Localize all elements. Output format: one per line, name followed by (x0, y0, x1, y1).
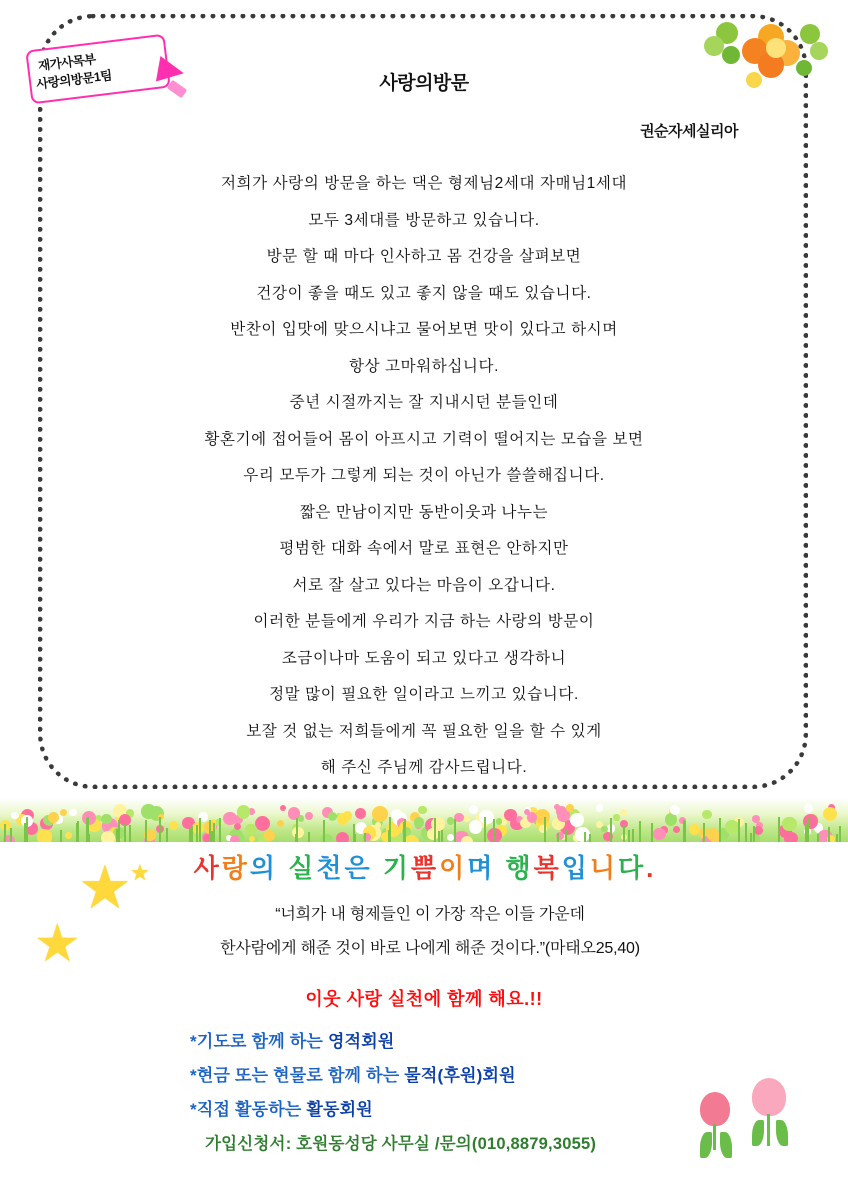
slogan-char (277, 853, 287, 883)
flower-stem-icon (836, 834, 838, 842)
flower-dot-icon (620, 809, 627, 816)
flower-dot-icon (469, 820, 483, 834)
body-line: 조금이나마 도움이 되고 있다고 생각하니 (281, 649, 567, 667)
flower-dot-icon (305, 812, 313, 820)
star-icon: ★ (34, 915, 81, 973)
slogan-char: 의 (249, 853, 276, 883)
flower-dot-icon (596, 804, 603, 811)
flower-dot-icon (320, 834, 334, 842)
flower-stem-icon (828, 827, 830, 842)
slogan-char: . (646, 853, 655, 883)
flower-stem-icon (750, 833, 752, 842)
list-item (190, 1025, 750, 1059)
flower-dot-icon (82, 811, 96, 825)
body-line: 서로 잘 살고 있다는 마음이 오갑니다. (292, 576, 556, 594)
flower-dot-icon (169, 821, 178, 830)
body-line: 짧은 만남이지만 동반이웃과 나누는 (299, 503, 549, 521)
body-line: 평범한 대화 속에서 말로 표현은 안하지만 (279, 540, 569, 557)
flower-dot-icon (245, 824, 256, 835)
flower-stem-icon (484, 817, 486, 842)
flower-stem-icon (565, 830, 567, 842)
flower-stem-icon (778, 817, 780, 842)
body-text (60, 166, 788, 787)
flower-stem-icon (323, 820, 325, 842)
page-title: 사랑의방문 (379, 73, 469, 94)
flower-stem-icon (703, 823, 705, 842)
flower-dot-icon (372, 806, 388, 822)
flower-stem-icon (610, 818, 612, 842)
flower-stem-icon (454, 824, 456, 842)
flower-stem-icon (404, 819, 406, 842)
flower-stem-icon (77, 821, 79, 842)
body-line: 모두 3세대를 방문하고 있습니다. (308, 211, 540, 229)
body-line: 반찬이 입맛에 맞으시냐고 물어보면 맛이 있다고 하시며 (230, 321, 618, 338)
flower-dot-icon (69, 809, 76, 816)
slogan-char: 이 (439, 853, 466, 883)
flower-stem-icon (308, 832, 310, 842)
flower-dot-icon (65, 832, 72, 839)
flower-stem-icon (438, 831, 440, 842)
flower-dot-icon (570, 813, 584, 827)
scripture-quote (90, 898, 770, 966)
member-prefix: *현금 또는 현물로 함께 하는 (190, 1066, 405, 1085)
flower-dot-icon (264, 830, 275, 841)
flower-dot-icon (782, 817, 796, 831)
flower-stem-icon (191, 826, 193, 842)
flower-stem-icon (639, 821, 641, 842)
flower-band-divider (0, 798, 848, 842)
flower-dot-icon (375, 822, 381, 828)
member-highlight: 물적(후원)회원 (404, 1066, 516, 1085)
team-tag-line1: 재가사목부 (37, 52, 97, 74)
slogan-char: 며 (467, 853, 494, 883)
flower-dot-icon (101, 831, 115, 842)
body-line: 보잘 것 없는 저희들에게 꼭 필요한 일을 할 수 있게 (246, 722, 602, 740)
membership-list (190, 1025, 750, 1127)
flower-dot-icon (504, 809, 517, 822)
flower-dot-icon (461, 836, 473, 842)
slogan-char: 사 (193, 853, 220, 883)
flower-stem-icon (364, 833, 366, 842)
slogan-char: 쁨 (410, 853, 438, 883)
flower-dot-icon (725, 820, 739, 834)
flower-stem-icon (60, 830, 62, 842)
body-line: 중년 시절까지는 잘 지내시던 분들인데 (289, 394, 559, 411)
flower-dot-icon (447, 817, 454, 824)
flower-stem-icon (118, 820, 120, 842)
member-highlight: 활동회원 (306, 1100, 373, 1119)
flower-dot-icon (418, 806, 427, 815)
star-icon: ★ (130, 860, 150, 885)
slogan-char (372, 853, 382, 883)
flower-dot-icon (535, 809, 550, 824)
slogan-char (494, 853, 504, 883)
flower-stem-icon (434, 818, 436, 842)
slogan-char: 니 (589, 853, 617, 883)
flower-stem-icon (389, 817, 391, 842)
flower-stem-icon (745, 823, 747, 842)
member-highlight: 영적회원 (327, 1032, 395, 1051)
flower-stem-icon (354, 834, 356, 842)
slogan-char: 행 (505, 853, 532, 883)
flower-stem-icon (719, 833, 721, 842)
flower-stem-icon (129, 825, 131, 842)
flower-stem-icon (166, 828, 168, 842)
body-line: 정말 많이 필요한 일이라고 느끼고 있습니다. (269, 686, 579, 703)
flower-dot-icon (237, 805, 251, 819)
flower-stem-icon (544, 817, 546, 842)
quote-line2: 한사람에게 해준 것이 바로 나에게 해준 것이다.”(마태오25,40) (220, 940, 640, 957)
flower-dot-icon (804, 804, 813, 813)
flower-stem-icon (817, 834, 819, 842)
flower-dot-icon (37, 829, 53, 842)
tulip-icon (700, 1092, 730, 1126)
flower-dot-icon (336, 832, 349, 842)
flower-stem-icon (296, 818, 298, 842)
flower-stem-icon (684, 821, 686, 842)
quote-line1: “너희가 내 형제들인 이 가장 작은 이들 가운데 (275, 906, 585, 923)
flower-stem-icon (738, 819, 740, 842)
body-line: 저희가 사랑의 방문을 하는 댁은 형제님2세대 자매님1세대 (220, 175, 628, 192)
body-line: 방문 할 때 마다 인사하고 몸 건강을 살펴보면 (266, 248, 582, 265)
slogan-char: 기 (382, 853, 409, 883)
body-line: 해 주신 주님께 감사드립니다. (320, 759, 528, 776)
flower-dot-icon (234, 823, 241, 830)
slogan-char: 실 (288, 853, 315, 883)
flower-stem-icon (753, 826, 755, 842)
flower-dot-icon (101, 814, 111, 824)
flower-dot-icon (255, 816, 270, 831)
member-prefix: *기도로 함께 하는 (190, 1032, 328, 1051)
flower-stem-icon (589, 834, 591, 842)
call-to-action-text: 이웃 사랑 실천에 함께 해요.!! (305, 989, 543, 1009)
flower-stem-icon (628, 830, 630, 842)
flower-stem-icon (839, 826, 841, 842)
flower-dot-icon (355, 808, 367, 820)
flower-dot-icon (479, 810, 493, 824)
flower-stem-icon (26, 817, 28, 842)
list-item (190, 1059, 750, 1093)
author-name: 권순자세실리아 (640, 123, 738, 140)
flower-stem-icon (557, 833, 559, 842)
flower-stem-icon (493, 819, 495, 842)
member-prefix: *직접 활동하는 (190, 1100, 307, 1119)
flower-stem-icon (124, 824, 126, 842)
flower-dot-icon (469, 805, 478, 814)
tulip-icon (752, 1078, 786, 1116)
slogan-char: 복 (533, 853, 560, 883)
flower-dot-icon (670, 805, 681, 816)
flower-stem-icon (623, 825, 625, 842)
flower-dot-icon (613, 814, 619, 820)
flower-stem-icon (805, 824, 807, 842)
body-line: 건강이 좋을 때도 있고 좋지 않을 때도 있습니다. (256, 284, 592, 302)
flower-dot-icon (337, 813, 349, 825)
star-icon: ★ (78, 854, 132, 921)
flower-dot-icon (825, 810, 832, 817)
slogan-char: 천 (316, 853, 343, 883)
list-item (190, 1093, 750, 1127)
application-contact-text: 가입신청서: 호원동성당 사무실 /문의(010,8879,3055) (205, 1135, 597, 1153)
flower-dot-icon (60, 809, 67, 816)
flower-dot-icon (702, 810, 711, 819)
team-tag-line2: 사랑의방문1팀 (35, 68, 113, 92)
flower-stem-icon (88, 834, 90, 842)
body-line: 황혼기에 접어들어 몸이 아프시고 기력이 떨어지는 모습을 보면 (204, 430, 644, 448)
slogan-char: 입 (561, 853, 588, 883)
flower-stem-icon (213, 823, 215, 842)
flower-dot-icon (277, 820, 284, 827)
flower-stem-icon (196, 825, 198, 842)
flower-dot-icon (192, 822, 204, 834)
flower-stem-icon (10, 828, 12, 842)
body-line: 이러한 분들에게 우리가 지금 하는 사랑의 방문이 (253, 613, 595, 630)
flower-dot-icon (141, 804, 155, 818)
flower-stem-icon (441, 830, 443, 842)
slogan-char: 다 (618, 853, 645, 883)
flower-dot-icon (414, 817, 425, 828)
flower-dot-icon (463, 815, 471, 823)
flower-dot-icon (447, 834, 454, 841)
flower-dot-icon (754, 826, 764, 836)
flower-dot-icon (280, 805, 287, 812)
flower-dot-icon (404, 835, 419, 842)
body-line: 우리 모두가 그렇게 되는 것이 아닌가 쓸쓸해집니다. (243, 467, 605, 484)
flower-dot-icon (673, 826, 680, 833)
flower-dot-icon (653, 828, 666, 841)
flower-dot-icon (249, 836, 255, 842)
flower-stem-icon (219, 818, 221, 842)
flower-stem-icon (209, 820, 211, 842)
flower-stem-icon (159, 817, 161, 842)
flower-stem-icon (651, 823, 653, 842)
flower-dot-icon (11, 812, 18, 819)
body-line: 항상 고마워하십니다. (349, 357, 499, 375)
flower-dot-icon (601, 826, 608, 833)
slogan-char: 랑 (221, 853, 248, 883)
flower-stem-icon (807, 818, 809, 842)
flower-dot-icon (575, 827, 590, 842)
flower-dot-icon (230, 835, 240, 842)
flower-stem-icon (145, 820, 147, 842)
flower-stem-icon (4, 824, 6, 842)
flower-stem-icon (632, 829, 634, 842)
slogan-char: 은 (344, 853, 371, 883)
flower-stem-icon (199, 818, 201, 842)
flower-stem-icon (584, 832, 586, 842)
